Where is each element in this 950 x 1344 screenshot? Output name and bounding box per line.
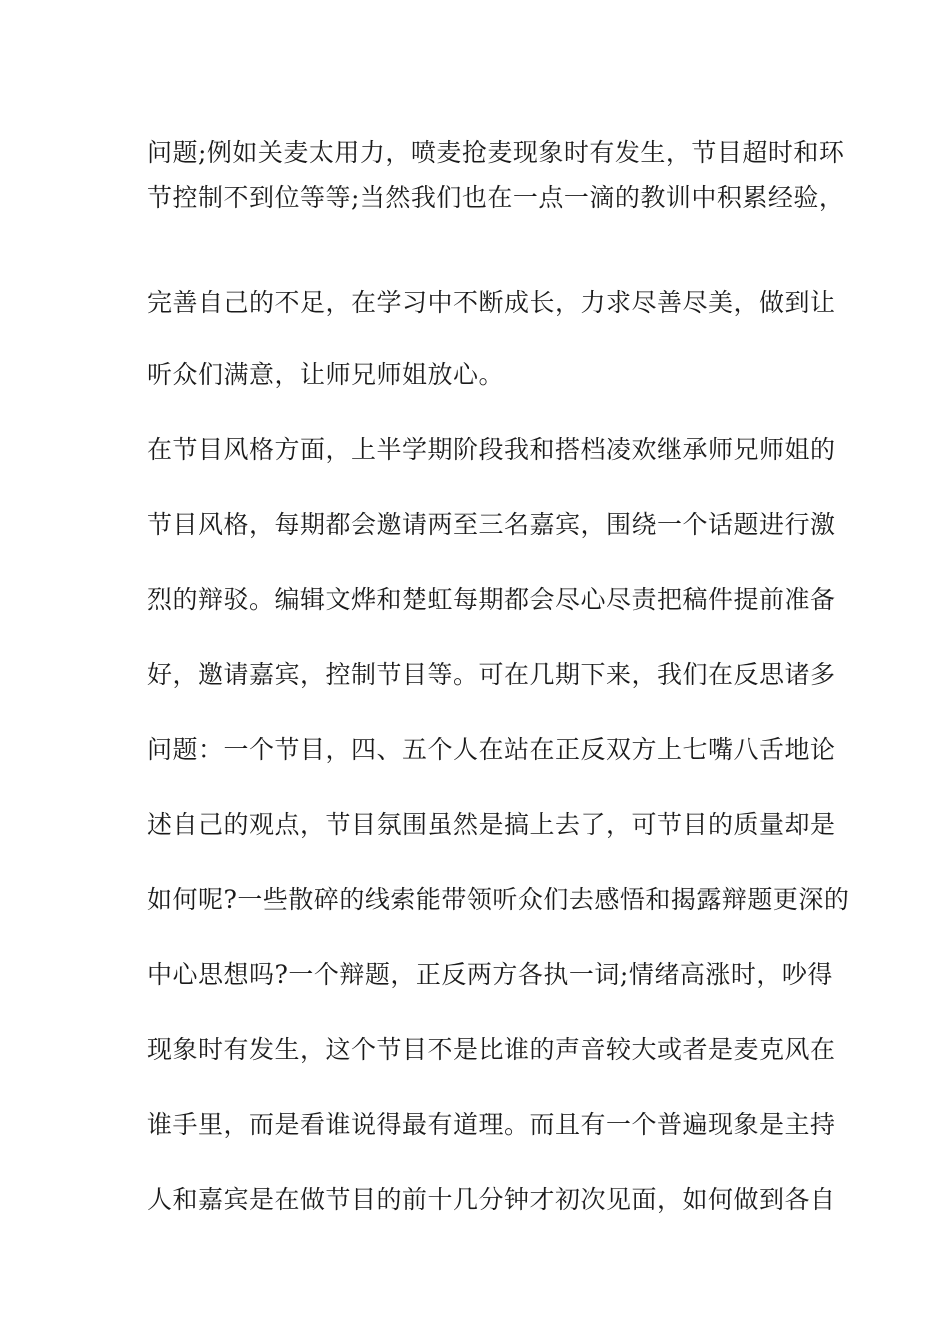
paragraph-line: 述自己的观点，节目氛围虽然是搞上去了，可节目的质量却是 bbox=[147, 810, 836, 839]
paragraph-line: 节控制不到位等等;当然我们也在一点一滴的教训中积累经验， bbox=[147, 183, 845, 212]
paragraph-line: 现象时有发生，这个节目不是比谁的声音较大或者是麦克风在 bbox=[147, 1035, 836, 1064]
paragraph-line: 烈的辩驳。编辑文烨和楚虹每期都会尽心尽责把稿件提前准备 bbox=[147, 585, 836, 614]
paragraph-line: 完善自己的不足，在学习中不断成长，力求尽善尽美，做到让 bbox=[147, 288, 836, 317]
paragraph-line: 谁手里，而是看谁说得最有道理。而且有一个普遍现象是主持 bbox=[147, 1110, 836, 1139]
paragraph-line: 在节目风格方面，上半学期阶段我和搭档凌欢继承师兄师姐的 bbox=[147, 435, 836, 464]
paragraph-line: 中心思想吗?一个辩题，正反两方各执一词;情绪高涨时，吵得 bbox=[147, 960, 833, 989]
paragraph-line: 问题：一个节目，四、五个人在站在正反双方上七嘴八舌地论 bbox=[147, 735, 836, 764]
paragraph-line: 人和嘉宾是在做节目的前十几分钟才初次见面，如何做到各自 bbox=[147, 1185, 836, 1214]
paragraph-line: 如何呢?一些散碎的线索能带领听众们去感悟和揭露辩题更深的 bbox=[147, 885, 850, 914]
paragraph-line: 问题;例如关麦太用力，喷麦抢麦现象时有发生，节目超时和环 bbox=[147, 138, 845, 167]
paragraph-line: 听众们满意，让师兄师姐放心。 bbox=[147, 360, 505, 389]
paragraph-line: 好，邀请嘉宾，控制节目等。可在几期下来，我们在反思诸多 bbox=[147, 660, 836, 689]
paragraph-line: 节目风格，每期都会邀请两至三名嘉宾，围绕一个话题进行激 bbox=[147, 510, 836, 539]
